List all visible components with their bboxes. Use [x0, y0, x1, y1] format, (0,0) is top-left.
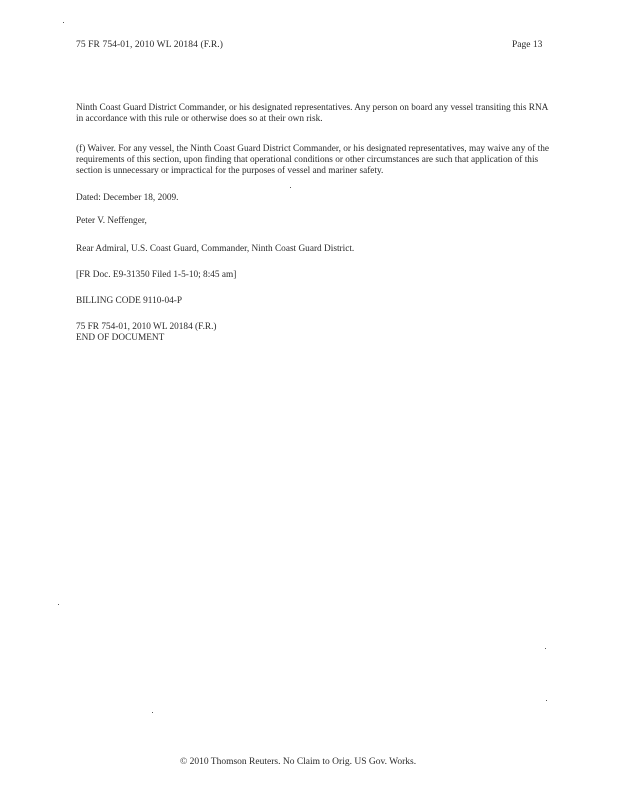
scan-speck: [545, 648, 546, 649]
end-citation: 75 FR 754-01, 2010 WL 20184 (F.R.): [76, 322, 217, 332]
dated-line: Dated: December 18, 2009.: [76, 193, 179, 203]
scan-speck: [546, 700, 547, 701]
end-of-document: END OF DOCUMENT: [76, 333, 165, 343]
scan-speck: [152, 712, 153, 713]
page-number: Page 13: [512, 40, 543, 50]
copyright-footer: © 2010 Thomson Reuters. No Claim to Orig. US Gov. Works.: [180, 757, 417, 767]
header-citation: 75 FR 754-01, 2010 WL 20184 (F.R.): [76, 40, 223, 50]
signatory-title: Rear Admiral, U.S. Coast Guard, Commander, Ninth Coast Guard District.: [76, 244, 355, 254]
paragraph-continuation: Ninth Coast Guard District Commander, or his designated representatives. Any person on board any vessel transiting this RNA in accordance with this rule or otherwise does so at their own risk.: [76, 103, 548, 124]
scan-speck: [63, 22, 64, 23]
paragraph-waiver: (f) Waiver. For any vessel, the Ninth Coast Guard District Commander, or his designated representatives, may waive any of the requirements of this section, upon finding that operational conditions or other circumstances are such that application of this section is unnecessary or impractical for the purposes of vessel and mariner safety.: [76, 144, 549, 176]
signatory-name: Peter V. Neffenger,: [76, 216, 147, 226]
scan-speck: [58, 604, 59, 605]
fr-doc-line: [FR Doc. E9-31350 Filed 1-5-10; 8:45 am]: [76, 270, 237, 280]
billing-code: BILLING CODE 9110-04-P: [76, 296, 183, 306]
scan-speck: [290, 187, 291, 188]
